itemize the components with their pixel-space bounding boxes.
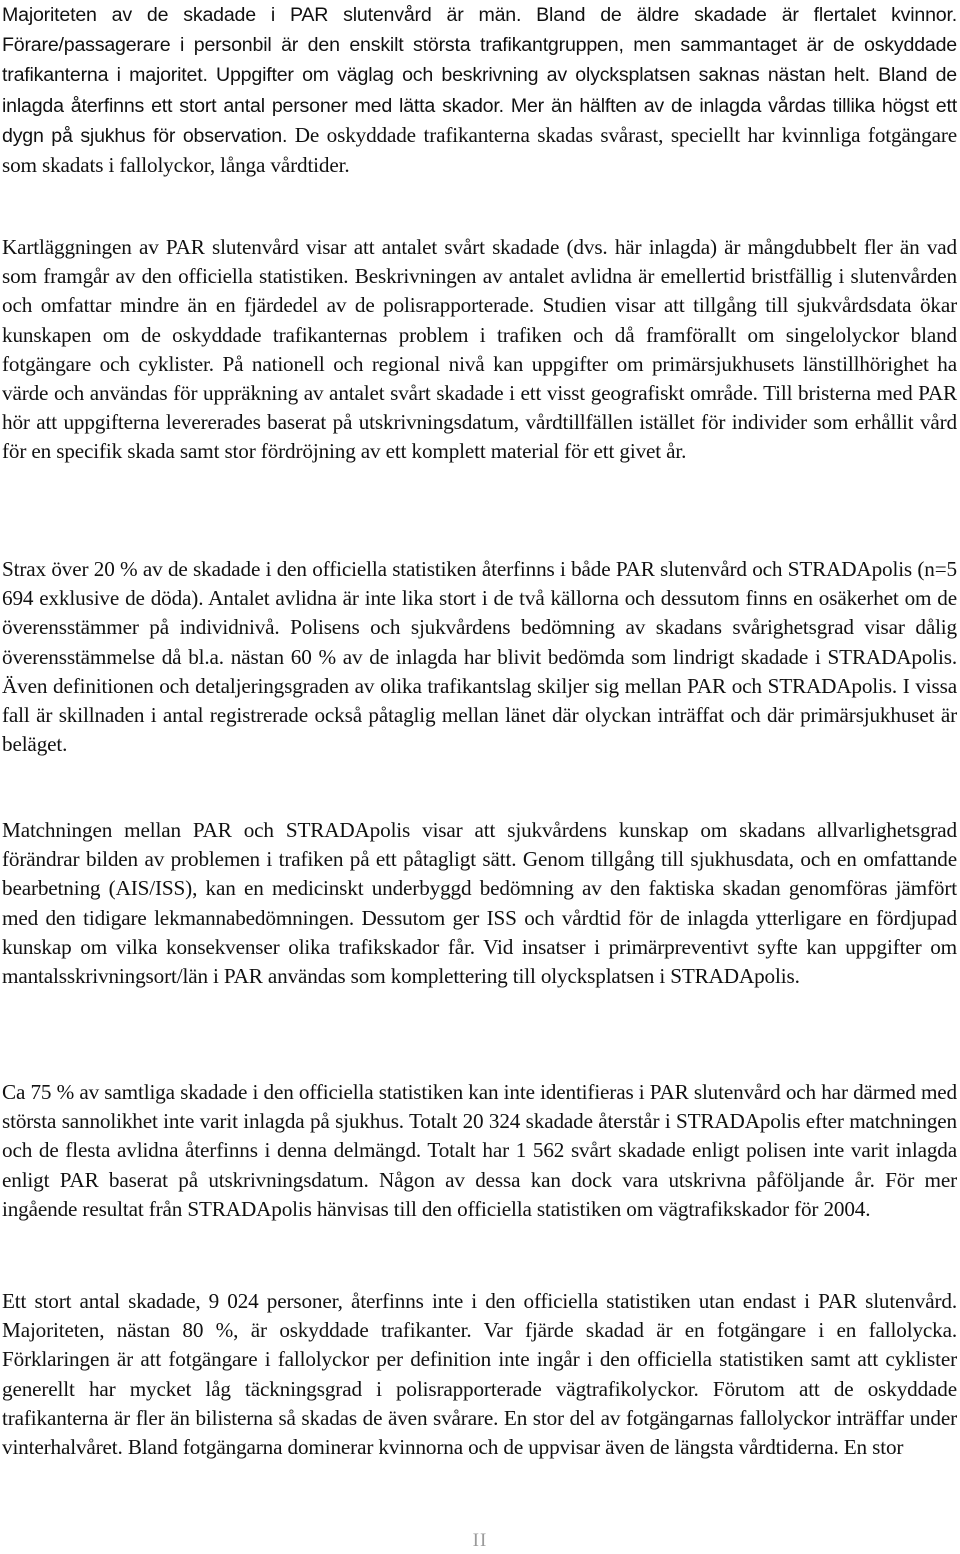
page-number: II bbox=[472, 1530, 488, 1551]
paragraph-ett-stort-antal: Ett stort antal skadade, 9 024 personer, återfinns inte i den officiella statistiken utan endast i PAR slutenvård. Majoriteten, nästan 80 %, är oskyddade trafikanter. Var fjärde skadad är en fotgängare i en fallolycka. Förklaringen är att fotgängare i fallolyckor per definition inte ingår i den officiella statistiken samt att cyklister generellt har mycket låg täckningsgrad i polisrapporterade vägtrafikolyckor. Förutom att de oskyddade trafikanterna är fler än bilisterna så skadas de även svårare. En stor del av fotgängarnas fallolyckor inträffar under vinterhalvåret. Bland fotgängarna dominerar kvinnorna och de uppvisar även de längsta vårdtiderna. En stor bbox=[2, 1289, 957, 1460]
paragraph-summary-par-sans-run: Majoriteten av de skadade i PAR slutenvård är män. Bland de äldre skadade är flertalet kvinnor. Förare/passagerare i personbil är den enskilt största trafikantgruppen, men sammantaget är de oskyddade trafikanterna i majoritet. Uppgifter om väglag och beskrivning av olycksplatsen saknas nästan helt. Bland de inlagda återfinns ett stort antal personer med lätta skador. Mer än hälften av de inlagda vårdas tillika högst ett dygn på sjukhus för observation. bbox=[2, 4, 957, 147]
paragraph-matchningen: Matchningen mellan PAR och STRADApolis visar att sjukvårdens kunskap om skadans allvarlighetsgrad förändrar bilden av problemen i trafiken på ett påtagligt sätt. Genom tillgång till sjukhusdata, och en omfattande bearbetning (AIS/ISS), kan en medicinskt underbyggd bedömning av den faktiska skadan genomföras jämfört med den tidigare lekmannabedömningen. Dessutom ger ISS och vårdtid för de inlagda ytterligare en fördjupad kunskap om vilka konsekvenser olika trafikskador får. Vid insatser i primärpreventivt syfte kan uppgifter om mantalsskrivningsort/län i PAR användas som komplettering till olycksplatsen i STRADApolis. bbox=[2, 818, 957, 989]
paragraph-summary-par bbox=[2, 0, 957, 180]
paragraph-kartlaggning: Kartläggningen av PAR slutenvård visar att antalet svårt skadade (dvs. här inlagda) är mångdubbelt fler än vad som framgår av den officiella statistiken. Beskrivningen av antalet avlidna är emellertid bristfällig i slutenvården och omfattar mindre än en fjärdedel av de polisrapporterade. Studien visar att tillgång till sjukvårdsdata ökar kunskapen om de oskyddade trafikanternas problem i trafiken och då framförallt om singelolyckor bland fotgängare och cyklister. På nationell och regional nivå kan uppgifter om primärsjukhusets länstillhörighet ha värde och användas för uppräkning av antalet svårt skadade i ett visst geografiskt område. Till bristerna med PAR hör att uppgifterna levererades baserat på utskrivningsdatum, vårdtillfällen istället för individer som erhållit vård för en specifik skada samt stor fördröjning av ett komplett material för ett givet år. bbox=[2, 235, 957, 464]
paragraph-summary-par-serif-run: De oskyddade trafikanterna skadas svårast, speciellt har kvinnliga fotgängare som skadats i fallolyckor, långa vårdtider. bbox=[2, 122, 958, 178]
paragraph-strax-over: Strax över 20 % av de skadade i den officiella statistiken återfinns i både PAR slutenvård och STRADApolis (n=5 694 exklusive de döda). Antalet avlidna är inte lika stort i de två källorna och dessutom finns en osäkerhet om de överensstämmer på individnivå. Polisens och sjukvårdens bedömning av skadans svårighetsgrad visar dålig överensstämmelse då bl.a. nästan 60 % av de inlagda har blivit bedömda som lindrigt skadade i STRADApolis. Även definitionen och detaljeringsgraden av olika trafikantslag skiljer sig mellan PAR och STRADApolis. I vissa fall är skillnaden i antal registrerade också påtaglig mellan länet där olyckan inträffat och där primärsjukhuset är beläget. bbox=[2, 557, 957, 757]
paragraph-ca-75: Ca 75 % av samtliga skadade i den officiella statistiken kan inte identifieras i PAR slutenvård och har därmed med största sannolikhet inte varit inlagda på sjukhus. Totalt 20 324 skadade återstår i STRADApolis efter matchningen och de flesta avlidna återfinns i denna delmängd. Totalt har 1 562 svårt skadade enligt polisen inte varit inlagda enligt PAR baserat på utskrivningsdatum. Någon av dessa kan dock vara utskrivna påföljande år. För mer ingående resultat från STRADApolis hänvisas till den officiella statistiken om vägtrafikskador för 2004. bbox=[2, 1080, 957, 1221]
